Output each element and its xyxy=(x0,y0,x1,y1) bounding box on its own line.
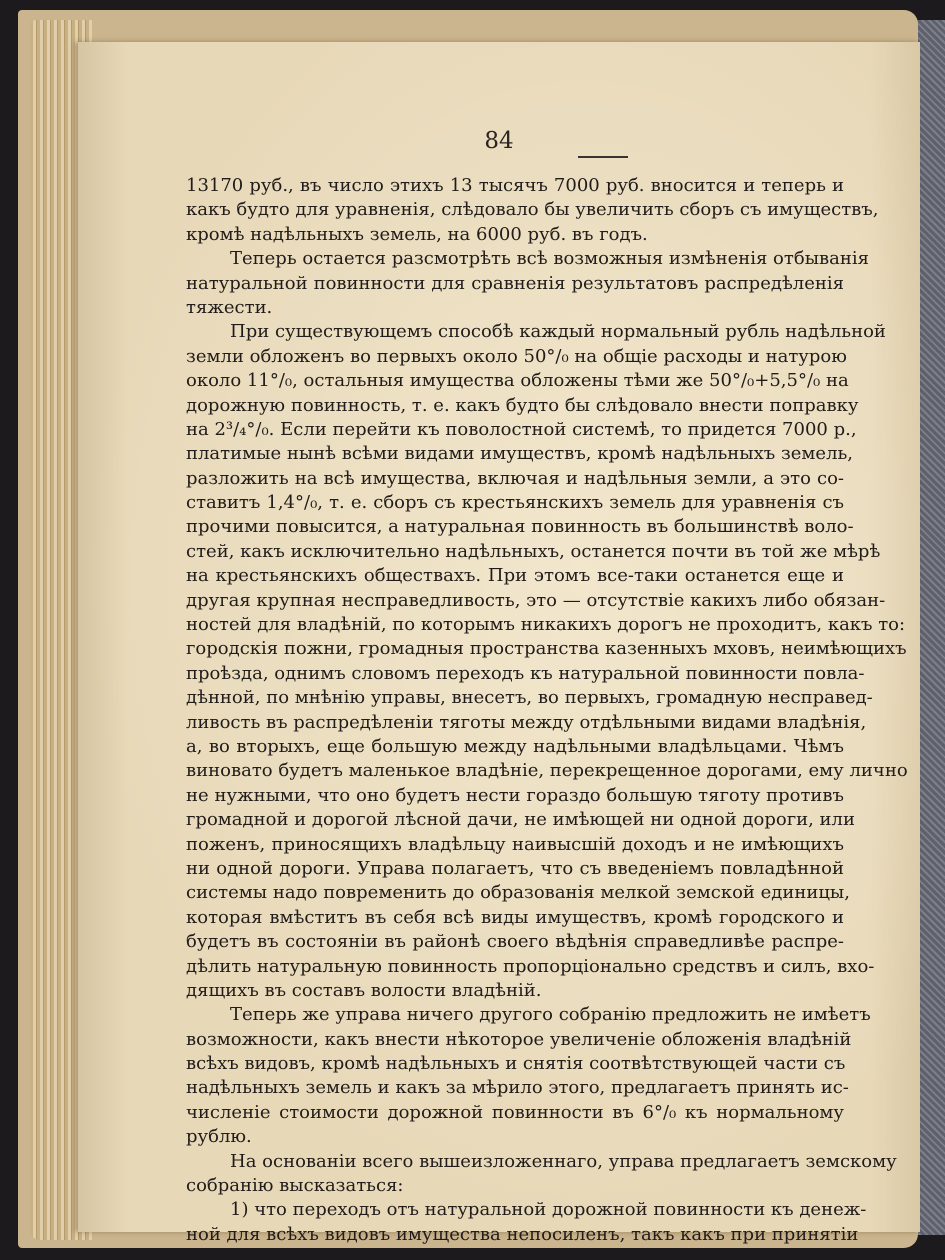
text-line: дорожную повинность, т. е. какъ будто бы слѣдовало внести поправку xyxy=(186,394,859,416)
text-line: тяжести. xyxy=(186,296,273,318)
text-line: численіе стоимости дорожной повинности въ 6°/₀ къ нормальному xyxy=(186,1101,844,1123)
text-line: которая вмѣститъ въ себя всѣ виды имуществъ, кромѣ городского и xyxy=(186,906,844,928)
text-line: дящихъ въ составъ волости владѣній. xyxy=(186,979,542,1001)
text-line: на крестьянскихъ обществахъ. При этомъ все-таки останется еще и xyxy=(186,565,844,587)
text-line: ни одной дороги. Управа полагаетъ, что съ введеніемъ повладѣнной xyxy=(186,857,844,879)
text-line: натуральной повинности для сравненія результатовъ распредѣленія xyxy=(186,272,844,294)
text-line: всѣхъ видовъ, кромѣ надѣльныхъ и снятія соотвѣтствующей части съ xyxy=(186,1053,846,1075)
text-line: будетъ въ состояніи въ районѣ своего вѣдѣнія справедливѣе распре- xyxy=(186,931,844,953)
text-line: ностей для владѣній, по которымъ никакихъ дорогъ не проходитъ, какъ то: xyxy=(186,614,906,636)
text-line: не нужными, что оно будетъ нести гораздо большую тяготу противъ xyxy=(186,784,844,806)
text-line: стей, какъ исключительно надѣльныхъ, останется почти въ той же мѣрѣ xyxy=(186,540,881,562)
text-line: на 2³/₄°/₀. Если перейти къ поволостной системѣ, то придется 7000 р., xyxy=(186,418,857,440)
text-line: ливость въ распредѣленіи тяготы между отдѣльными видами владѣнія, xyxy=(186,711,867,733)
text-line: прочими повысится, а натуральная повинность въ большинствѣ воло- xyxy=(186,516,854,538)
text-line: дѣлить натуральную повинность пропорціонально средствъ и силъ, вхо- xyxy=(186,955,875,977)
text-line: надѣльныхъ земель и какъ за мѣрило этого, предлагаетъ принять ис- xyxy=(186,1077,849,1099)
text-line: собранію высказаться: xyxy=(186,1175,404,1197)
text-line: При существующемъ способѣ каждый нормальный рубль надѣльной xyxy=(230,321,886,343)
text-line: земли обложенъ во первыхъ около 50°/₀ на общіе расходы и натурою xyxy=(186,345,847,367)
text-line: городскія пожни, громадныя пространства казенныхъ мховъ, неимѣющихъ xyxy=(186,638,907,660)
text-line: виновато будетъ маленькое владѣніе, перекрещенное дорогами, ему лично xyxy=(186,760,908,782)
text-line: ставитъ 1,4°/₀, т. е. сборъ съ крестьянскихъ земель для уравненія съ xyxy=(186,492,844,514)
text-line: какъ будто для уравненія, слѣдовало бы увеличить сборъ съ имуществъ, xyxy=(186,199,879,221)
text-line: На основаніи всего вышеизложеннаго, управа предлагаетъ земскому xyxy=(230,1150,897,1172)
text-line: другая крупная несправедливость, это — отсутствіе какихъ либо обязан- xyxy=(186,589,886,611)
page-number: 84 xyxy=(484,128,514,154)
page-number-underline xyxy=(578,156,628,158)
text-line: проѣзда, однимъ словомъ переходъ къ натуральной повинности повла- xyxy=(186,662,865,684)
body-text xyxy=(186,174,908,1247)
text-line: возможности, какъ внести нѣкоторое увеличеніе обложенія владѣній xyxy=(186,1028,852,1050)
text-line: разложить на всѣ имущества, включая и надѣльныя земли, а это со- xyxy=(186,467,844,489)
text-line: дѣнной, по мнѣнію управы, внесетъ, во первыхъ, громадную несправед- xyxy=(186,687,873,709)
text-line: Теперь же управа ничего другого собранію предложить не имѣетъ xyxy=(230,1004,871,1026)
text-line: громадной и дорогой лѣсной дачи, не имѣющей ни одной дороги, или xyxy=(186,809,855,831)
text-line: рублю. xyxy=(186,1126,252,1148)
text-line: Теперь остается разсмотрѣть всѣ возможныя измѣненія отбыванія xyxy=(230,248,869,270)
text-line: а, во вторыхъ, еще большую между надѣльными владѣльцами. Чѣмъ xyxy=(186,735,844,757)
text-line: кромѣ надѣльныхъ земель, на 6000 руб. въ годъ. xyxy=(186,223,648,245)
text-line: системы надо повременить до образованія мелкой земской единицы, xyxy=(186,882,850,904)
text-line: поженъ, приносящихъ владѣльцу наивысшій доходъ и не имѣющихъ xyxy=(186,833,844,855)
text-line: ной для всѣхъ видовъ имущества непосиленъ, такъ какъ при принятіи xyxy=(186,1223,859,1245)
text-line: платимые нынѣ всѣми видами имуществъ, кромѣ надѣльныхъ земель, xyxy=(186,443,854,465)
text-line: около 11°/₀, остальныя имущества обложены тѣми же 50°/₀+5,5°/₀ на xyxy=(186,370,849,392)
text-line: 13170 руб., въ число этихъ 13 тысячъ 7000 руб. вносится и теперь и xyxy=(186,175,844,196)
book-page xyxy=(78,42,920,1245)
text-line: 1) что переходъ отъ натуральной дорожной повинности къ денеж- xyxy=(230,1199,867,1221)
